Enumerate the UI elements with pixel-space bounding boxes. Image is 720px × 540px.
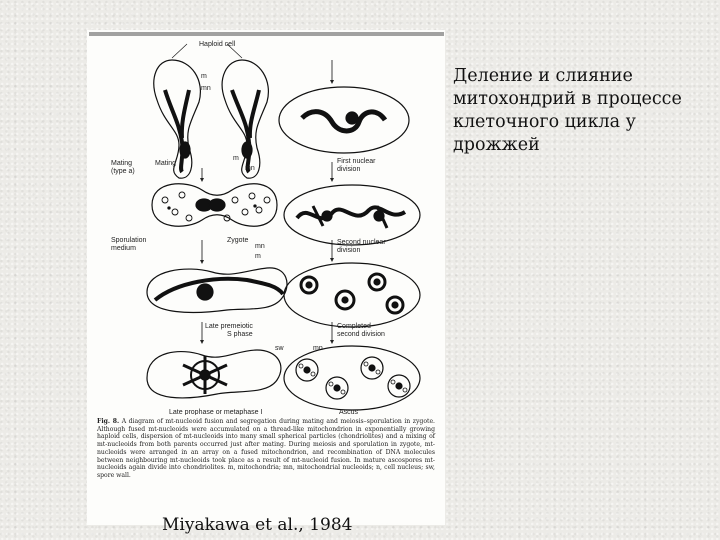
label-mn-zygote: mn <box>255 243 265 250</box>
cell-first-nuclear <box>279 60 409 153</box>
figure-page <box>87 30 445 525</box>
label-ascus: Ascus <box>339 409 359 415</box>
label-first-division: First nuclear <box>337 158 376 165</box>
label-mn-ascus: mn <box>313 345 323 352</box>
cell-mating <box>152 168 277 226</box>
citation: Miyakawa et al., 1984 <box>162 515 353 535</box>
haploid-cell-label: Haploid cell <box>199 41 236 48</box>
label-second-division: Second nuclear <box>337 239 386 246</box>
label-zygote: Zygote <box>227 237 249 244</box>
header-scan-line <box>89 32 444 48</box>
slide-title: Деление и слияние митохондрий в процессе клеточного цикла у дрожжей <box>453 66 682 155</box>
label-m-mid: m <box>233 155 239 162</box>
caption-text: A diagram of mt-nucleoid fusion and segregation during mating and meiosis–sporulation in zygote. Although fused mt-nucleoids were accumulated on a thread-like mitochondrion in exponentially growing haploid cells, dispersion of mt-nucleoids into many small spherical particles (chondriolites) and a mixing of mt-nucleoids from both parents occurred just after mating. During meiosis and sporulation in zygote, mt-nucleoids were arranged in an array on a fused mitochondrion, and recombination of DNA molecules between neighbouring mt-nucleoids took place as a result of mt-nucleoid fusion. In mature ascospores mt-nucleoids again divide into chondriolites. m, mitochondria; mn, mitochondrial nucleoids; n, cell nucleus; sw, spore wall. <box>97 418 435 479</box>
label-mating: Mating <box>155 160 177 167</box>
haploid-cells <box>154 44 269 178</box>
label-m-top: m <box>201 73 207 80</box>
label-mn-mid: mn <box>245 165 255 172</box>
label-late-premeiotic: Late premeiotic <box>205 323 253 330</box>
label-m-zygote: m <box>255 253 261 260</box>
label-sporulation: Sporulation <box>111 237 147 244</box>
label-mating-type-a: Mating <box>111 160 133 167</box>
cell-zygote <box>147 240 287 312</box>
label-completed: Completed <box>337 323 371 330</box>
label-second-division-2: division <box>337 247 361 254</box>
cell-late-prophase <box>147 322 281 398</box>
label-first-division-2: division <box>337 166 361 173</box>
label-sporulation-2: medium <box>111 245 136 252</box>
caption-figure-number: Fig. 8. <box>97 418 120 425</box>
cell-first-division <box>284 162 420 245</box>
label-late-premeiotic-2: S phase <box>227 331 253 338</box>
figure-caption <box>97 418 435 480</box>
label-completed-2: second division <box>337 331 385 338</box>
cell-cycle-diagram <box>87 30 445 415</box>
label-late-prophase: Late prophase or metaphase I <box>169 409 263 415</box>
label-sw: sw <box>275 345 284 352</box>
label-mn-top: mn <box>201 85 211 92</box>
label-mating-type-a-2: (type a) <box>111 168 135 175</box>
